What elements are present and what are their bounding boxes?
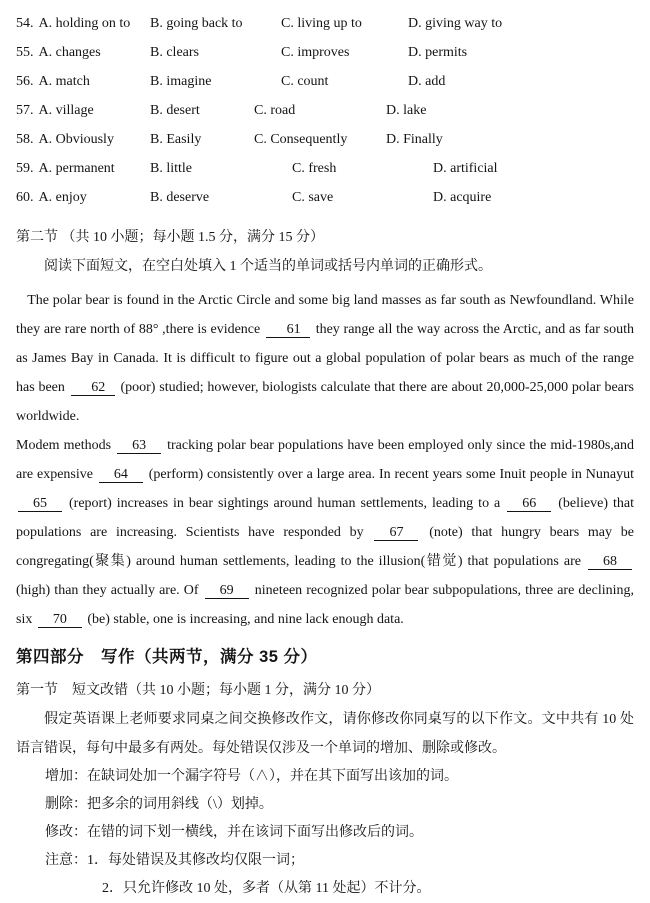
question-row-58 [16,125,634,154]
fill-blank-65: 65 [18,496,62,512]
question-row-55 [16,38,634,67]
option-c: C. improves [281,44,350,60]
section2-heading: 第二节 （共 10 小题；每小题 1.5 分，满分 15 分） [16,230,324,245]
option-a: A. Obviously [38,131,114,147]
cloze-options-block [16,9,634,212]
question-cell [16,74,150,90]
fill-blank-66: 66 [507,496,551,512]
option-b: B. little [150,160,192,176]
option-b: B. desert [150,102,200,118]
part4-heading: 第四部分 写作（共两节，满分 35 分） [16,648,318,666]
question-number: 56. [16,73,34,89]
fill-blank-63: 63 [117,438,161,454]
question-cell [16,45,150,61]
option-c: C. living up to [281,15,362,31]
question-row-57 [16,96,634,125]
proofreading-rules [16,763,634,903]
passage-paragraph-2: Modem methods 63 tracking polar bear populations have been employed only since the mid-1980s,and are expensive 64 (perform) consistently over a large area. In recent years some Inuit people in Nunayut 65 (report) increases in bear sightings around human settlements, leading to a 66 (believe) that populations are increasing. Scientists have responded by 67 (note) that hungry bears may be congregating(聚集) around human settlements, leading to the illusion(错觉) that populations are 68 (high) than they actually are. Of 69 nineteen recognized polar bear subpopulations, three are declining, six 70 (be) stable, one is increasing, and nine lack enough data. [16,438,634,627]
option-d: D. artificial [433,160,498,176]
question-row-60 [16,183,634,212]
question-row-54 [16,9,634,38]
proofreading-heading: 第一节 短文改错（共 10 小题；每小题 1 分，满分 10 分） [16,683,380,698]
option-d: D. acquire [433,189,492,205]
fill-blank-64: 64 [99,467,143,483]
question-number: 60. [16,189,34,205]
option-d: D. giving way to [408,15,503,31]
option-d: D. permits [408,44,468,60]
rule-delete: 删除：把多余的词用斜线（\）划掉。 [45,797,273,812]
option-a: A. match [38,73,90,89]
question-cell [16,190,150,206]
option-a: A. enjoy [38,189,87,205]
option-d: D. Finally [386,131,443,147]
question-cell [16,161,150,177]
option-b: B. clears [150,44,199,60]
option-b: B. Easily [150,131,202,147]
note-1: 注意：1．每处错误及其修改均仅限一词； [45,853,304,868]
option-c: C. fresh [292,160,337,176]
question-number: 57. [16,102,34,118]
passage-paragraph-1: The polar bear is found in the Arctic Circle and some big land masses as far south as Newfoundland. While they are rare north of 88° ,there is evidence 61 they range all the way across the Arctic, and as far south as James Bay in Canada. It is difficult to figure out a global population of polar bears as much of the range has been 62 (poor) studied; however, biologists calculate that there are about 20,000-25,000 polar bears worldwide. [16,293,634,424]
option-a: A. permanent [38,160,115,176]
option-d: D. add [408,73,446,89]
section2-instruction: 阅读下面短文，在空白处填入 1 个适当的单词或括号内单词的正确形式。 [44,259,492,274]
option-c: C. save [292,189,334,205]
fill-blank-62: 62 [71,380,115,396]
question-row-59 [16,154,634,183]
cloze-passage [16,286,634,634]
fill-blank-67: 67 [374,525,418,541]
question-number: 55. [16,44,34,60]
option-c: C. road [254,102,296,118]
fill-blank-61: 61 [266,322,310,338]
question-row-56 [16,67,634,96]
option-a: A. holding on to [38,15,131,31]
rule-add: 增加：在缺词处加一个漏字符号（∧），并在其下面写出该加的词。 [45,769,458,784]
question-cell [16,16,150,32]
question-cell [16,103,150,119]
option-c: C. Consequently [254,131,348,147]
proofreading-intro: 假定英语课上老师要求同桌之间交换修改作文，请你修改你同桌写的以下作文。文中共有 10 处语言错误，每句中最多有两处。每处错误仅涉及一个单词的增加、删除或修改。 [16,712,634,756]
rule-modify: 修改：在错的词下划一横线，并在该词下面写出修改后的词。 [45,825,423,840]
option-a: A. village [38,102,94,118]
fill-blank-69: 69 [205,583,249,599]
option-d: D. lake [386,102,427,118]
fill-blank-70: 70 [38,612,82,628]
question-number: 59. [16,160,34,176]
question-cell [16,132,150,148]
option-a: A. changes [38,44,101,60]
question-number: 54. [16,15,34,31]
option-b: B. imagine [150,73,212,89]
option-b: B. deserve [150,189,210,205]
option-b: B. going back to [150,15,243,31]
note-2: 2．只允许修改 10 处，多者（从第 11 处起）不计分。 [102,881,431,896]
option-c: C. count [281,73,329,89]
question-number: 58. [16,131,34,147]
fill-blank-68: 68 [588,554,632,570]
